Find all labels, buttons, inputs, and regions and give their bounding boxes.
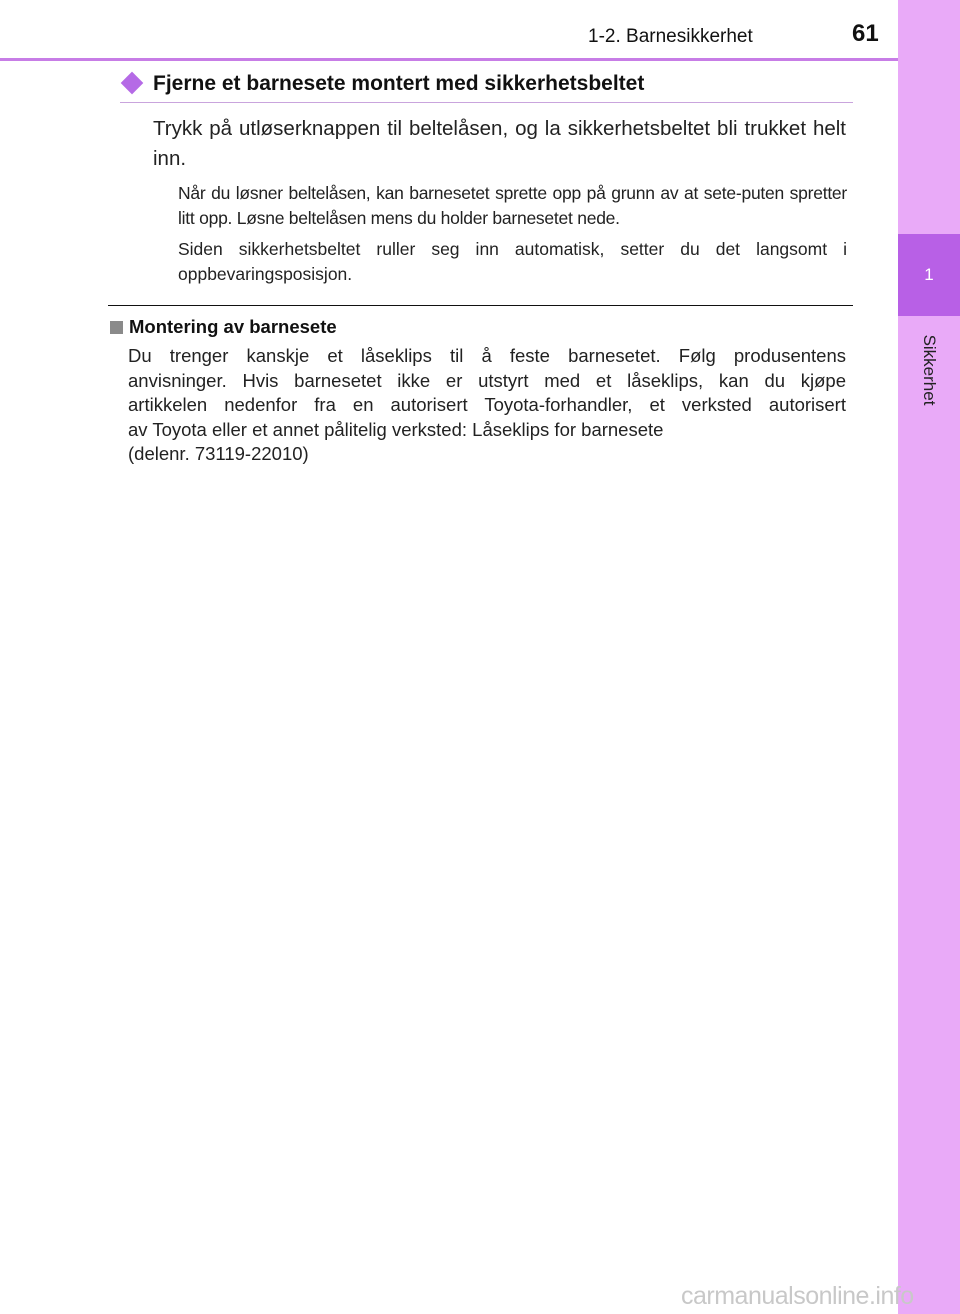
subsection-heading xyxy=(110,316,337,338)
chapter-tab[interactable] xyxy=(898,234,960,316)
header-divider xyxy=(0,58,898,61)
subsection-line-2: anvisninger. Hvis barnesetet ikke er utstyrt med et låseklips, kan du kjøpe xyxy=(128,369,846,391)
section-divider xyxy=(108,305,853,306)
diamond-icon xyxy=(121,72,144,95)
subsection-line-4: av Toyota eller et annet pålitelig verksted: Låseklips for barnesete xyxy=(128,418,664,440)
section-title: Fjerne et barnesete montert med sikkerhetsbeltet xyxy=(153,72,645,95)
subsection-body xyxy=(128,344,846,467)
chapter-sidebar xyxy=(898,0,960,1314)
header-section-title: 1-2. Barnesikkerhet xyxy=(588,26,753,47)
subsection-line-5: (delenr. 73119-22010) xyxy=(128,443,309,464)
page-number: 61 xyxy=(852,20,879,47)
watermark: carmanualsonline.info xyxy=(681,1282,914,1310)
chapter-label: Sikkerhet xyxy=(920,334,939,406)
section-note-2: Siden sikkerhetsbeltet ruller seg inn automatisk, setter du det langsomt i oppbevaringsposisjon. xyxy=(178,239,847,284)
chapter-number: 1 xyxy=(924,265,934,284)
section-body: Trykk på utløserknappen til beltelåsen, og la sikkerhetsbeltet bli trukket helt inn. xyxy=(153,117,846,170)
subsection-line-3: artikkelen nedenfor fra en autorisert Toyota-forhandler, et verksted autorisert xyxy=(128,394,846,415)
subsection-title: Montering av barnesete xyxy=(129,316,337,337)
section-note-1: Når du løsner beltelåsen, kan barnesetet sprette opp på grunn av at sete-puten spretter litt opp. Løsne beltelåsen mens du holder barnesetet nede. xyxy=(178,183,847,228)
section-heading xyxy=(120,70,853,103)
square-bullet-icon xyxy=(110,321,123,334)
subsection-line-1: Du trenger kanskje et låseklips til å feste barnesetet. Følg produsentens xyxy=(128,345,846,366)
